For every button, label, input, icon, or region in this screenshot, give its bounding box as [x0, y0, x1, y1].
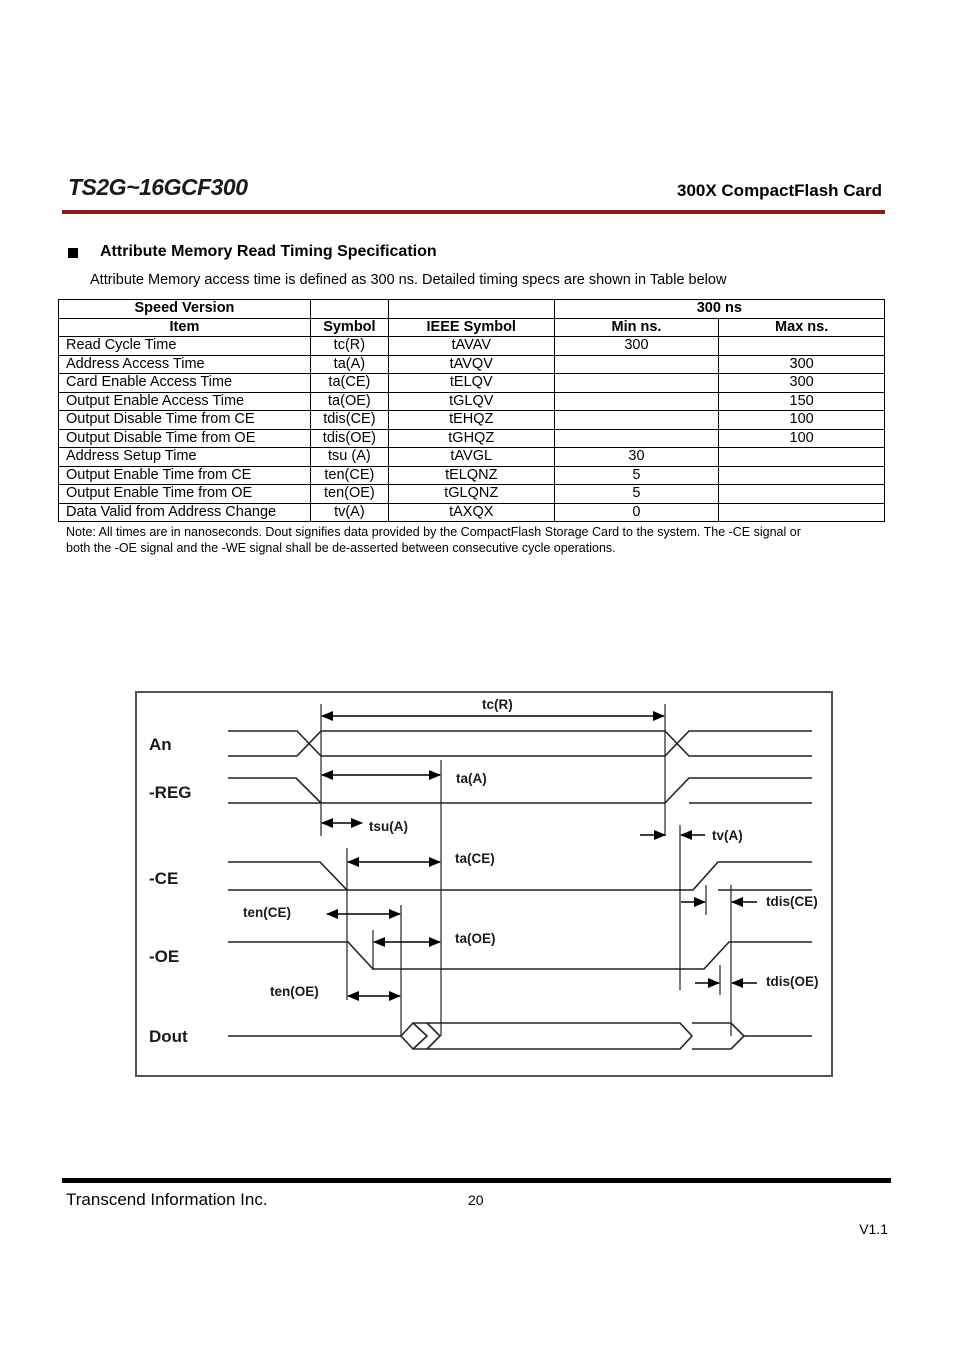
note-line-1: Note: All times are in nanoseconds. Dout signifies data provided by the CompactFlash Storage Card to the system. The -CE signal or [66, 525, 801, 539]
col-header-symbol: Symbol [310, 318, 388, 337]
cell-max: 150 [719, 392, 885, 411]
page-number: 20 [468, 1192, 484, 1208]
cell-item: Output Enable Time from OE [59, 485, 311, 504]
cell-max: 100 [719, 411, 885, 430]
cell-item: Data Valid from Address Change [59, 503, 311, 522]
timing-label-tenoe: ten(OE) [270, 984, 319, 999]
cell-symbol: ta(CE) [310, 374, 388, 393]
cell-max: 100 [719, 429, 885, 448]
cell-symbol: ta(A) [310, 355, 388, 374]
cell-ieee: tAVQV [388, 355, 554, 374]
cell-item: Output Disable Time from OE [59, 429, 311, 448]
cell-min: 5 [554, 485, 719, 504]
timing-label-tva: tv(A) [712, 828, 743, 843]
cell-symbol: ten(OE) [310, 485, 388, 504]
timing-label-tdisce: tdis(CE) [766, 894, 818, 909]
waveform-an [228, 731, 812, 756]
cell-ieee: tGLQV [388, 392, 554, 411]
cell-max: 300 [719, 374, 885, 393]
note-line-2: both the -OE signal and the -WE signal shall be de-asserted between consecutive cycle operations. [66, 541, 616, 555]
signal-label-reg: -REG [149, 783, 192, 802]
signal-label-dout: Dout [149, 1027, 188, 1046]
cell-symbol: tdis(OE) [310, 429, 388, 448]
cell-max: 300 [719, 355, 885, 374]
footer-company: Transcend Information Inc. [66, 1190, 268, 1209]
document-type: 300X CompactFlash Card [676, 181, 882, 200]
cell-symbol: ten(CE) [310, 466, 388, 485]
cell-item: Output Enable Access Time [59, 392, 311, 411]
col-header-ieee: IEEE Symbol [388, 318, 554, 337]
cell-symbol: ta(OE) [310, 392, 388, 411]
cell-ieee: tGHQZ [388, 429, 554, 448]
waveform-dout [228, 1023, 812, 1049]
section-title: Attribute Memory Read Timing Specification [100, 243, 437, 260]
timing-label-taa: ta(A) [456, 771, 487, 786]
timing-label-tence: ten(CE) [243, 905, 291, 920]
col-header-min: Min ns. [554, 318, 719, 337]
cell-min: 5 [554, 466, 719, 485]
cell-item: Card Enable Access Time [59, 374, 311, 393]
cell-item: Output Disable Time from CE [59, 411, 311, 430]
timing-label-tace: ta(CE) [455, 851, 495, 866]
col-header-item: Item [59, 318, 311, 337]
speed-version-label: Speed Version [59, 300, 311, 319]
cell-ieee: tEHQZ [388, 411, 554, 430]
cell-item: Output Enable Time from CE [59, 466, 311, 485]
document-model-title: TS2G~16GCF300 [68, 174, 248, 200]
cell-ieee: tELQV [388, 374, 554, 393]
signal-label-ce: -CE [149, 869, 179, 888]
cell-ieee: tELQNZ [388, 466, 554, 485]
cell-min: 300 [554, 337, 719, 356]
section-intro: Attribute Memory access time is defined as 300 ns. Detailed timing specs are shown in Table below [90, 272, 727, 288]
footer-divider [62, 1178, 891, 1183]
col-header-max: Max ns. [719, 318, 885, 337]
document-version: V1.1 [859, 1221, 888, 1237]
cell-ieee: tAVGL [388, 448, 554, 467]
timing-label-tsua: tsu(A) [369, 819, 408, 834]
speed-version-value: 300 ns [554, 300, 884, 319]
cell-item: Address Setup Time [59, 448, 311, 467]
waveform-oe [228, 942, 812, 969]
timing-label-tdisoe: tdis(OE) [766, 974, 819, 989]
signal-label-an: An [149, 735, 172, 754]
cell-min: 0 [554, 503, 719, 522]
waveform-reg [228, 778, 812, 803]
cell-symbol: tv(A) [310, 503, 388, 522]
cell-ieee: tGLQNZ [388, 485, 554, 504]
waveform-ce [228, 862, 812, 890]
cell-item: Read Cycle Time [59, 337, 311, 356]
signal-label-oe: -OE [149, 947, 180, 966]
cell-symbol: tdis(CE) [310, 411, 388, 430]
cell-ieee: tAXQX [388, 503, 554, 522]
timing-label-tcr: tc(R) [482, 697, 513, 712]
cell-symbol: tsu (A) [310, 448, 388, 467]
diagram-frame [136, 692, 832, 1076]
timing-label-taoe: ta(OE) [455, 931, 496, 946]
cell-min: 30 [554, 448, 719, 467]
cell-item: Address Access Time [59, 355, 311, 374]
cell-ieee: tAVAV [388, 337, 554, 356]
cell-symbol: tc(R) [310, 337, 388, 356]
